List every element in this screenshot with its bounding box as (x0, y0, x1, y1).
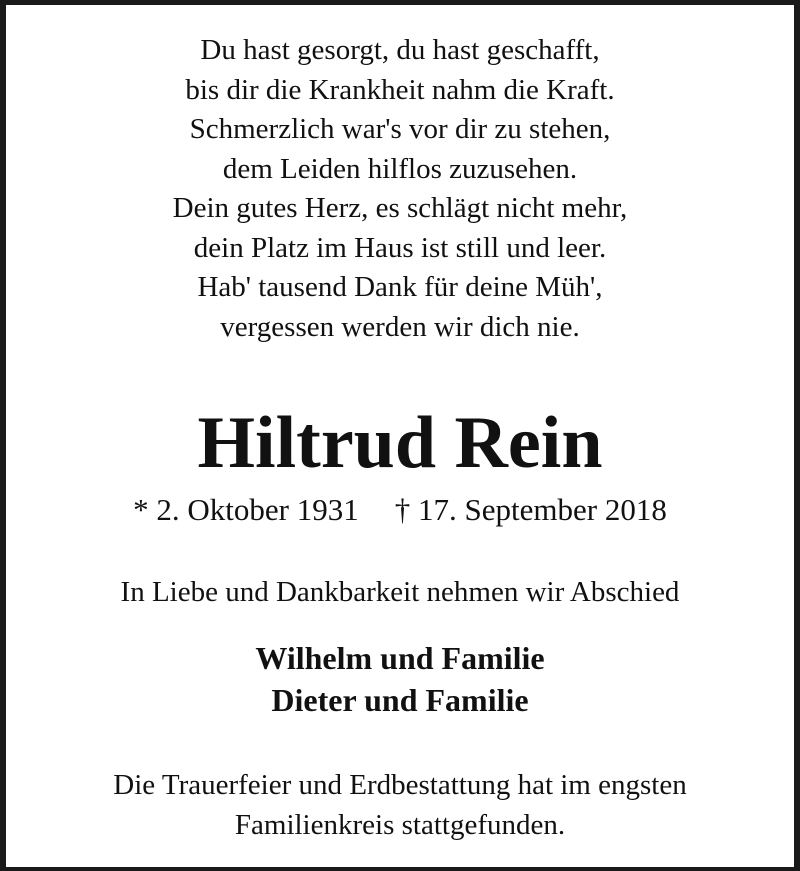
poem-line: vergessen werden wir dich nie. (220, 310, 580, 343)
mourners-list (12, 637, 788, 721)
farewell-line: In Liebe und Dankbarkeit nehmen wir Abschied (120, 576, 680, 608)
poem-line: Hab' tausend Dank für deine Müh', (197, 271, 603, 303)
poem-line: Schmerzlich war's vor dir zu stehen, (189, 113, 611, 145)
deceased-name: Hiltrud Rein (197, 402, 603, 484)
poem-line: bis dir die Krankheit nahm die Kraft. (185, 73, 615, 106)
poem-line: dein Platz im Haus ist still und leer. (193, 231, 607, 264)
mourner-name: Wilhelm und Familie (255, 640, 545, 676)
notice-line: Die Trauerfeier und Erdbestattung hat im engsten (113, 769, 687, 801)
poem-line: Dein gutes Herz, es schlägt nicht mehr, (172, 192, 628, 224)
poem-line: Du hast gesorgt, du hast geschafft, (200, 34, 600, 66)
notice-line: Familienkreis stattgefunden. (234, 809, 566, 841)
memorial-poem (12, 31, 788, 347)
life-dates (12, 490, 788, 530)
death-date: † 17. September 2018 (394, 492, 667, 527)
poem-line: dem Leiden hilflos zuzusehen. (222, 152, 578, 185)
mourner-name: Dieter und Familie (271, 682, 529, 718)
funeral-notice (12, 765, 788, 845)
birth-date: * 2. Oktober 1931 (133, 492, 359, 527)
